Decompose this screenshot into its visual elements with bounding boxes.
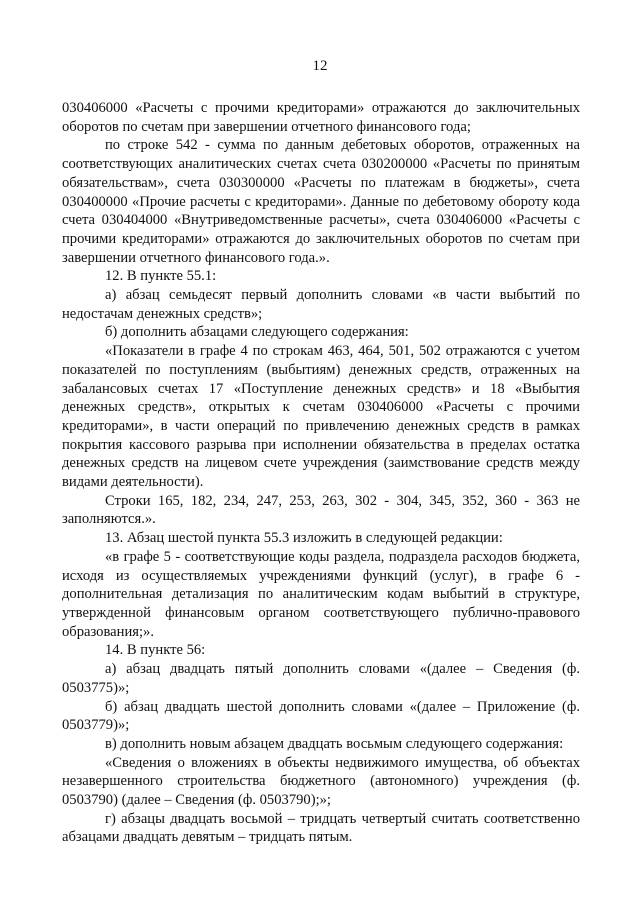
paragraph-lines-not-filled: Строки 165, 182, 234, 247, 253, 263, 302 - 304, 345, 352, 360 - 363 не заполняются.». bbox=[62, 492, 580, 528]
paragraph-item-12: 12. В пункте 55.1: bbox=[105, 268, 217, 285]
document-body bbox=[62, 99, 580, 847]
paragraph-line-542: по строке 542 - сумма по данным дебетовых оборотов, отраженных на соответствующих аналитических счетах счета 030200000 «Расчеты по принятым обязательствам», счета 030300000 «Расчеты по платежам в бюджеты», счета 030400000 «Прочие расчеты с кредиторами». Данные по дебетовому обороту кода счета 030404000 «Внутриведомственные расчеты», счета 030406000 «Расчеты с прочими кредиторами» отражаются до заключительных оборотов по счетам при завершении отчетного финансового года.». bbox=[62, 137, 580, 266]
paragraph-item-14v: в) дополнить новым абзацем двадцать восьмым следующего содержания: bbox=[105, 735, 564, 752]
paragraph-column-5-6: «в графе 5 - соответствующие коды раздела, подраздела расходов бюджета, исходя из осуществляемых учреждениями функций (услуг), в графе 6 - дополнительная детализация по аналитическим кодам выбытий в структуре, утвержденной финансовым органом соответствующего публично-правового образования;». bbox=[62, 548, 580, 640]
page-number: 12 bbox=[312, 58, 328, 74]
paragraph-svedeniya-0503790: «Сведения о вложениях в объекты недвижимого имущества, об объектах незавершенного строительства бюджетного (автономного) учреждения (ф. 0503790) (далее – Сведения (ф. 0503790);»; bbox=[62, 754, 580, 809]
paragraph-item-12a: а) абзац семьдесят первый дополнить словами «в части выбытий по недостачам денежных средств»; bbox=[62, 287, 580, 322]
paragraph-item-13: 13. Абзац шестой пункта 55.3 изложить в следующей редакции: bbox=[105, 530, 503, 547]
paragraph-indicators-column-4: «Показатели в графе 4 по строкам 463, 464, 501, 502 отражаются с учетом показателей по поступлениям (выбытиям) денежных средств, отраженных на забалансовых счетах 17 «Поступление денежных средств» и 18 «Выбытия денежных средств», открытых к счетам 030406000 «Расчеты с прочими кредиторами», в части операций по привлечению денежных средств в рамках покрытия кассового разрыва при исполнении обязательства в пределах остатка денежных средств на лицевом счете учреждения (заимствование средств между видами деятельности). bbox=[62, 343, 580, 491]
paragraph-item-14a: а) абзац двадцать пятый дополнить словами «(далее – Сведения (ф. 0503775)»; bbox=[62, 661, 580, 696]
paragraph-item-14: 14. В пункте 56: bbox=[105, 642, 206, 659]
paragraph-item-12b: б) дополнить абзацами следующего содержания: bbox=[105, 324, 409, 341]
paragraph-item-14b: б) абзац двадцать шестой дополнить словами «(далее – Приложение (ф. 0503779)»; bbox=[62, 698, 580, 734]
paragraph-item-14g: г) абзацы двадцать восьмой – тридцать четвертый считать соответственно абзацами двадцать девятым – тридцать пятым. bbox=[62, 810, 580, 846]
paragraph-continuation: 030406000 «Расчеты с прочими кредиторами» отражаются до заключительных оборотов по счетам при завершении отчетного финансового года; bbox=[62, 100, 580, 135]
